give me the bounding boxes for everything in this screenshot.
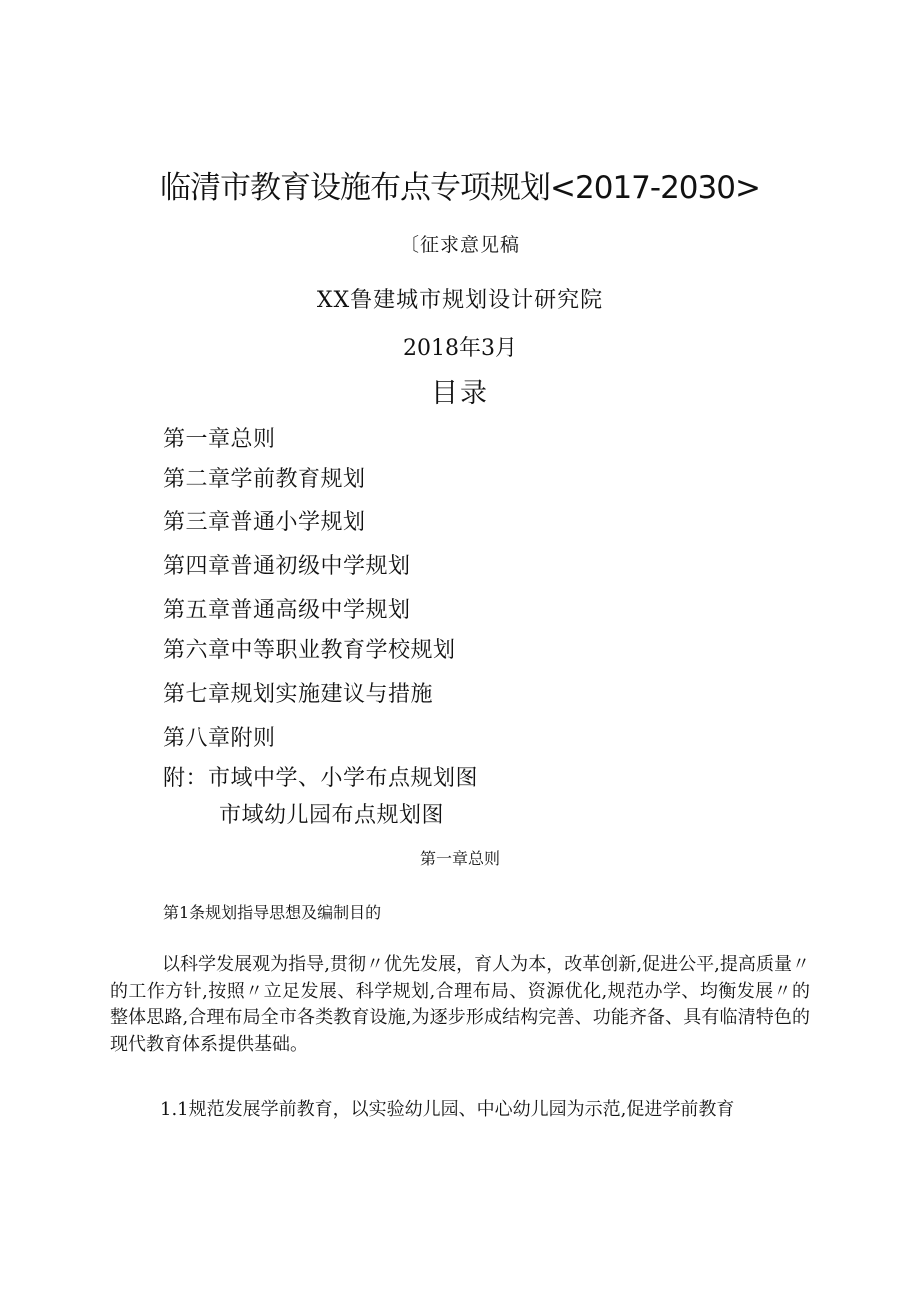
toc-item: 第三章普通小学规划 xyxy=(163,510,366,535)
organization-name: XX鲁建城市规划设计研究院 xyxy=(316,288,604,313)
toc-item: 附：市域中学、小学布点规划图 xyxy=(163,766,479,791)
article-title: 第1条规划指导思想及编制目的 xyxy=(163,903,382,922)
document-title: 临清市教育设施布点专项规划<2017-2030> xyxy=(160,170,760,206)
document-subtitle: 〔征求意见稿 xyxy=(399,234,520,256)
toc-item: 第六章中等职业教育学校规划 xyxy=(163,638,456,663)
toc-item: 市域幼儿园布点规划图 xyxy=(219,803,445,828)
toc-item: 第四章普通初级中学规划 xyxy=(163,554,411,579)
toc-heading: 目录 xyxy=(431,378,489,409)
body-paragraph: 以科学发展观为指导,贯彻〃优先发展，育人为本，改革创新,促进公平,提高质量〃的工作方针,按照〃立足发展、科学规划,合理布局、资源优化,规范办学、均衡发展〃的整体思路,合理布局全市各类教育设施,为逐步形成结构完善、功能齐备、具有临清特色的现代教育体系提供基础。 xyxy=(110,954,810,1055)
toc-item: 第二章学前教育规划 xyxy=(163,467,366,492)
toc-item: 第五章普通高级中学规划 xyxy=(163,598,411,623)
toc-item: 第七章规划实施建议与措施 xyxy=(163,682,434,707)
document-date: 2018年3月 xyxy=(403,336,517,361)
toc-item: 第八章附则 xyxy=(163,726,276,751)
toc-item: 第一章总则 xyxy=(163,427,276,452)
sub-item-paragraph: 1.1规范发展学前教育，以实验幼儿园、中心幼儿园为示范,促进学前教育 xyxy=(160,1099,735,1120)
chapter-heading: 第一章总则 xyxy=(419,849,500,868)
